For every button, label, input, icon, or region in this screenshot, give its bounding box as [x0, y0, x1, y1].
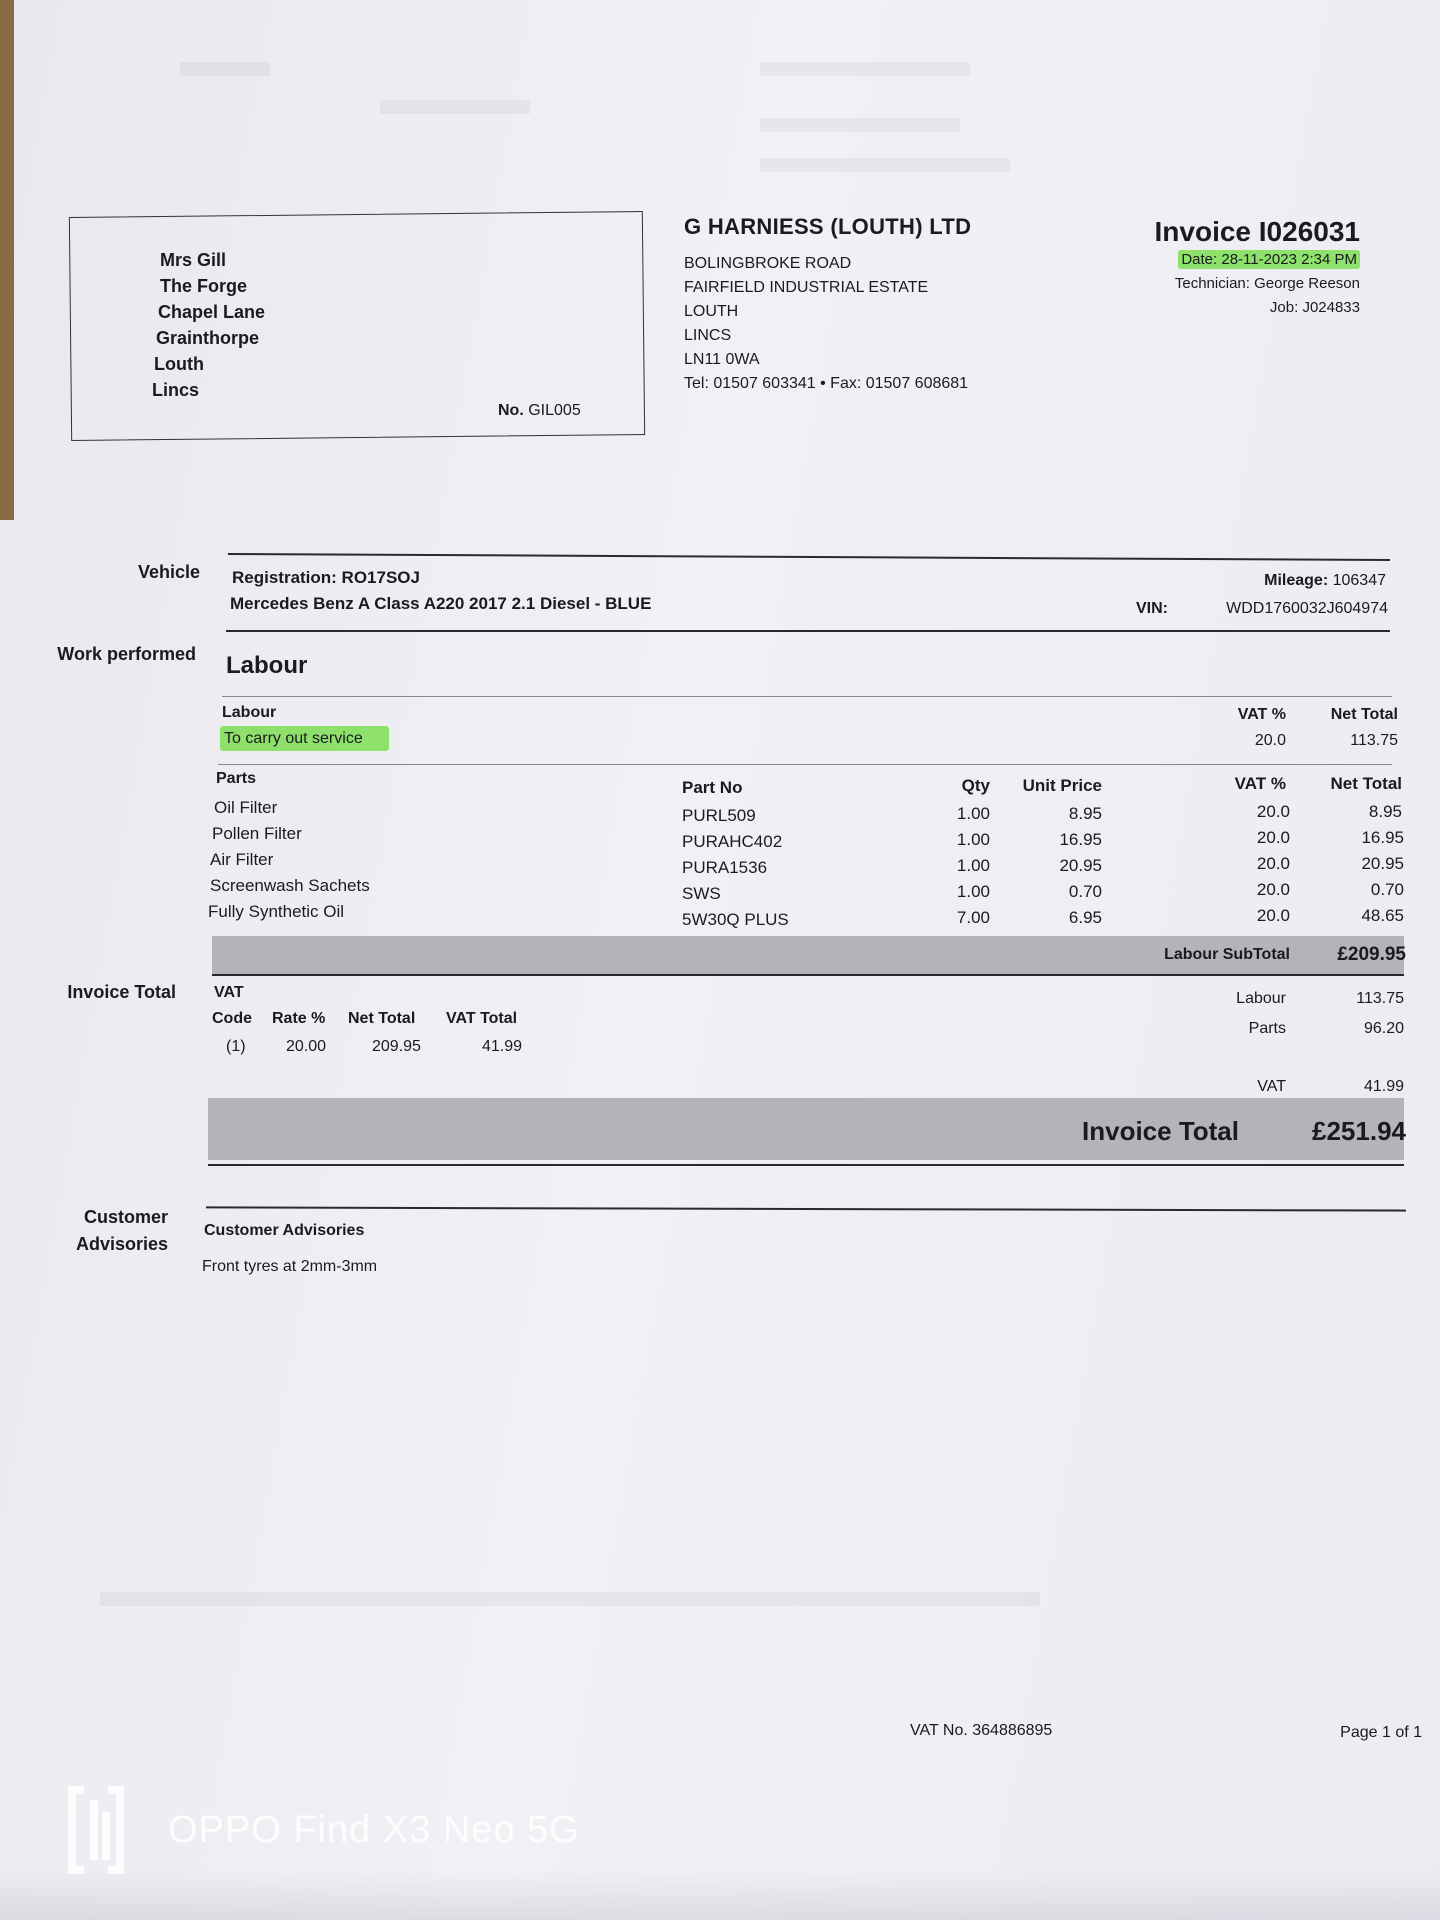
part-description: Fully Synthetic Oil: [208, 902, 345, 921]
camera-watermark: [64, 1782, 580, 1878]
work-heading: Labour: [226, 652, 308, 679]
page-number: Page 1 of 1: [1340, 1724, 1422, 1741]
part-vat: 20.0: [1256, 880, 1290, 899]
labour-net-header: Net Total: [1330, 706, 1398, 723]
invoice-total-value: £251.94: [1312, 1116, 1406, 1146]
vat-rate-header: Rate %: [272, 1010, 326, 1027]
company-address-line: LN11 0WA: [684, 351, 760, 368]
vat-code-header: Code: [212, 1010, 252, 1027]
invoice-date: Date: 28-11-2023 2:34 PM: [1178, 250, 1360, 269]
company-address-line: LINCS: [684, 327, 732, 344]
part-qty: 1.00: [956, 882, 990, 901]
invoice-header: [1155, 216, 1360, 320]
advisories-text: Front tyres at 2mm-3mm: [202, 1258, 378, 1275]
company-address-line: BOLINGBROKE ROAD: [684, 255, 852, 272]
part-no-header: Part No: [682, 778, 743, 797]
part-description: Air Filter: [210, 850, 274, 869]
part-description: Oil Filter: [214, 798, 278, 817]
company-address-line: FAIRFIELD INDUSTRIAL ESTATE: [684, 279, 929, 296]
parts-net-header: Net Total: [1330, 774, 1402, 793]
part-qty: 1.00: [956, 830, 990, 849]
labour-vat-header: VAT %: [1237, 706, 1286, 723]
vat-total-header: VAT Total: [446, 1010, 518, 1027]
totals-vat-value: 41.99: [1363, 1078, 1404, 1095]
part-unit-price: 20.95: [1059, 856, 1102, 875]
divider: [212, 974, 1404, 976]
labour-description-text: To carry out service: [220, 726, 389, 751]
part-number: PURAHC402: [682, 832, 783, 851]
vehicle-section-label: Vehicle: [137, 562, 200, 582]
part-net: 48.65: [1361, 906, 1404, 925]
subtotal-label: Labour SubTotal: [1164, 946, 1290, 963]
invoice-total-label: Invoice Total: [1082, 1116, 1239, 1146]
camera-watermark-text: OPPO Find X3 Neo 5G: [168, 1808, 580, 1851]
divider: [226, 630, 1390, 632]
company-block: [684, 214, 971, 396]
qty-header: Qty: [961, 776, 990, 795]
part-vat: 20.0: [1256, 906, 1290, 925]
part-qty: 7.00: [956, 908, 990, 927]
mileage-label: Mileage:: [1264, 572, 1329, 589]
vat-number: VAT No. 364886895: [910, 1722, 1053, 1739]
advisories-section-label: [60, 1204, 168, 1258]
divider: [228, 553, 1390, 561]
vehicle-mileage: [1264, 572, 1386, 590]
totals-vat-label: VAT: [1257, 1078, 1286, 1095]
part-number: 5W30Q PLUS: [682, 910, 789, 929]
totals-parts-label: Parts: [1248, 1020, 1286, 1037]
customer-address-line: Chapel Lane: [158, 302, 266, 322]
mileage-value: 106347: [1332, 572, 1386, 589]
parts-vat-header: VAT %: [1234, 774, 1286, 793]
part-unit-price: 8.95: [1068, 804, 1102, 823]
part-number: PURA1536: [682, 858, 768, 877]
part-vat: 20.0: [1256, 802, 1290, 821]
company-contact: Tel: 01507 603341 • Fax: 01507 608681: [684, 375, 969, 392]
part-vat: 20.0: [1256, 828, 1290, 847]
table-surface: [0, 0, 14, 520]
vat-net-header: Net Total: [348, 1010, 416, 1027]
customer-name: Mrs Gill: [160, 250, 227, 270]
parts-label: Parts: [216, 770, 257, 787]
customer-number-label: No.: [498, 402, 524, 419]
part-number: SWS: [682, 884, 721, 903]
subtotal-value: £209.95: [1337, 944, 1406, 965]
advisories-label-line: Customer: [83, 1207, 168, 1227]
part-unit-price: 0.70: [1068, 882, 1102, 901]
part-description: Pollen Filter: [212, 824, 302, 843]
totals-labour-label: Labour: [1236, 990, 1286, 1007]
divider: [206, 1206, 1406, 1211]
invoice-title: Invoice I026031: [1154, 216, 1360, 247]
customer-address-line: Grainthorpe: [156, 328, 260, 348]
invoice-technician: Technician: George Reeson: [1174, 275, 1360, 292]
show-through-mark: [100, 1592, 1040, 1606]
vin-value: WDD1760032J604974: [1226, 600, 1388, 617]
labour-net: 113.75: [1350, 732, 1398, 749]
part-qty: 1.00: [956, 804, 990, 823]
part-vat: 20.0: [1256, 854, 1290, 873]
divider: [222, 696, 1392, 697]
vat-rate: 20.00: [286, 1038, 327, 1055]
advisories-label-line: Advisories: [75, 1234, 168, 1254]
customer-address-line: The Forge: [160, 276, 248, 296]
vehicle-registration: Registration: RO17SOJ: [232, 568, 420, 587]
vat-code: (1): [226, 1038, 246, 1055]
vat-header: VAT: [214, 984, 244, 1001]
show-through-mark: [180, 62, 270, 76]
vin-label: VIN:: [1136, 600, 1168, 617]
divider: [218, 764, 1392, 765]
vehicle-description: Mercedes Benz A Class A220 2017 2.1 Diesel - BLUE: [230, 594, 652, 613]
customer-number-value: GIL005: [528, 402, 581, 419]
vat-net: 209.95: [372, 1038, 421, 1055]
divider: [208, 1164, 1404, 1166]
part-number: PURL509: [682, 806, 756, 825]
company-name: G HARNIESS (LOUTH) LTD: [684, 214, 972, 239]
part-net: 8.95: [1368, 802, 1402, 821]
labour-vat: 20.0: [1254, 732, 1286, 749]
customer-address-line: Lincs: [152, 380, 200, 400]
camera-brand-logo-icon: [64, 1782, 128, 1878]
part-net: 0.70: [1370, 880, 1404, 899]
part-description: Screenwash Sachets: [210, 876, 370, 895]
totals-labour-value: 113.75: [1356, 990, 1404, 1007]
totals-parts-value: 96.20: [1363, 1020, 1404, 1037]
work-section-label: Work performed: [57, 644, 196, 664]
part-net: 16.95: [1361, 828, 1404, 847]
company-address-line: LOUTH: [684, 303, 739, 320]
show-through-mark: [380, 100, 530, 114]
show-through-mark: [760, 62, 970, 76]
labour-description: [220, 730, 389, 748]
unit-price-header: Unit Price: [1022, 776, 1102, 795]
show-through-mark: [760, 158, 1010, 172]
advisories-heading: Customer Advisories: [204, 1222, 365, 1239]
vat-total: 41.99: [482, 1038, 523, 1055]
customer-address-line: Louth: [154, 354, 204, 374]
customer-number: [498, 402, 581, 420]
show-through-mark: [760, 118, 960, 132]
part-qty: 1.00: [956, 856, 990, 875]
part-net: 20.95: [1361, 854, 1404, 873]
part-unit-price: 16.95: [1059, 830, 1102, 849]
invoice-total-section-label: Invoice Total: [67, 982, 176, 1002]
invoice-job: Job: J024833: [1269, 299, 1360, 316]
labour-label: Labour: [222, 704, 277, 721]
part-unit-price: 6.95: [1068, 908, 1102, 927]
